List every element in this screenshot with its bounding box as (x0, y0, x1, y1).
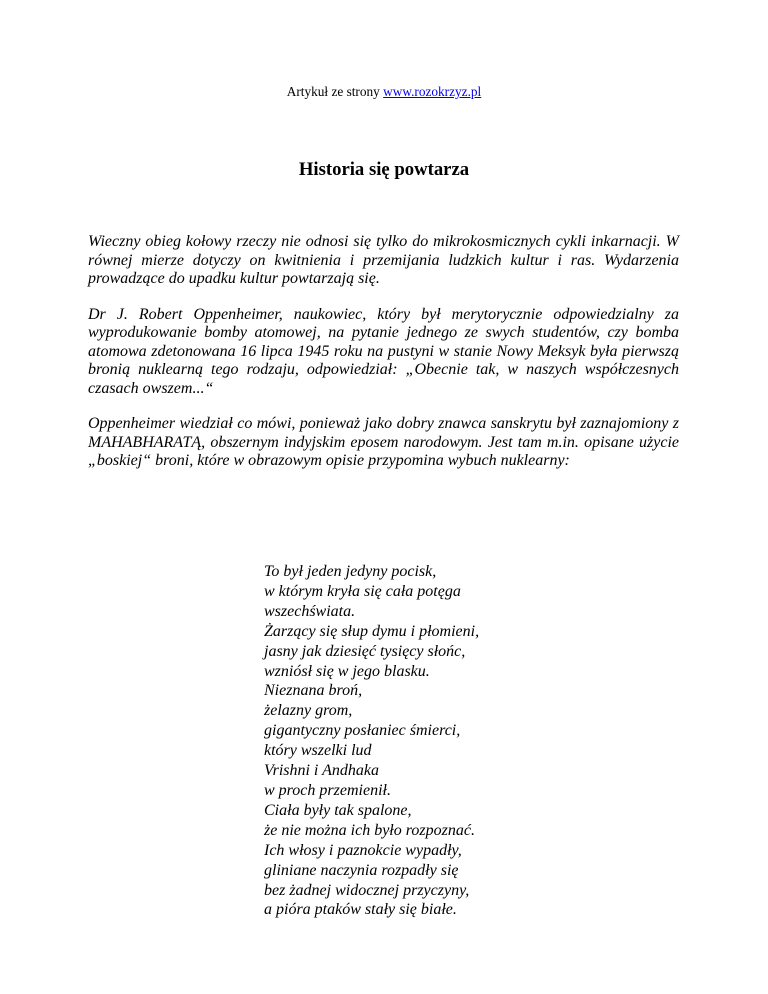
poem-line: a pióra ptaków stały się białe. (264, 901, 457, 919)
poem-line: żelazny grom, (264, 702, 353, 720)
source-prefix: Artykuł ze strony (286, 84, 384, 99)
source-link[interactable]: www.rozokrzyz.pl (383, 84, 482, 99)
poem-line: że nie można ich było rozpoznać. (264, 821, 475, 839)
poem-line: Żarzący się słup dymu i płomieni, (264, 622, 480, 640)
poem-line: który wszelki lud (264, 742, 372, 760)
article-body (88, 233, 679, 488)
poem-line: wzniósł się w jego blasku. (264, 662, 430, 680)
paragraph: Oppenheimer wiedział co mówi, ponieważ jako dobry znawca sanskrytu był zaznajomiony z MAHABHARATĄ, obszernym indyjskim eposem narodowym. Jest tam m.in. opisane użycie „boskiej“ broni, które w obrazowym opisie przypomina wybuch nuklearny: (88, 415, 679, 469)
poem-line: Nieznana broń, (264, 682, 363, 700)
source-line (0, 84, 768, 100)
poem-line: Ich włosy i paznokcie wypadły, (264, 841, 462, 859)
paragraph: Dr J. Robert Oppenheimer, naukowiec, który był merytorycznie odpowiedzialny za wyprodukowanie bomby atomowej, na pytanie jednego ze swych studentów, czy bomba atomowa zdetonowana 16 lipca 1945 roku na pustyni w stanie Nowy Meksyk była pierwszą bronią nuklearną tego rodzaju, odpowiedział: „Obecnie tak, w naszych współczesnych czasach owszem...“ (88, 305, 679, 397)
poem-line: jasny jak dziesięć tysięcy słońc, (264, 642, 466, 660)
poem-line: wszechświata. (264, 602, 356, 620)
poem-line: To był jeden jedyny pocisk, (264, 563, 437, 580)
poem-line: Vrishni i Andhaka (264, 762, 379, 780)
paragraph: Wieczny obieg kołowy rzeczy nie odnosi się tylko do mikrokosmicznych cykli inkarnacji. W równej mierze dotyczy on kwitnienia i przemijania ludzkich kultur i ras. Wydarzenia prowadzące do upadku kultur powtarzają się. (88, 233, 679, 287)
poem-line: gigantyczny posłaniec śmierci, (264, 722, 461, 740)
poem-line: w którym kryła się cała potęga (264, 582, 461, 600)
page-title: Historia się powtarza (298, 159, 470, 180)
poem-line: Ciała były tak spalone, (264, 801, 412, 819)
poem-line: bez żadnej widocznej przyczyny, (264, 881, 470, 899)
poem (264, 562, 479, 920)
poem-line: gliniane naczynia rozpadły się (264, 861, 459, 879)
poem-line: w proch przemienił. (264, 781, 391, 799)
